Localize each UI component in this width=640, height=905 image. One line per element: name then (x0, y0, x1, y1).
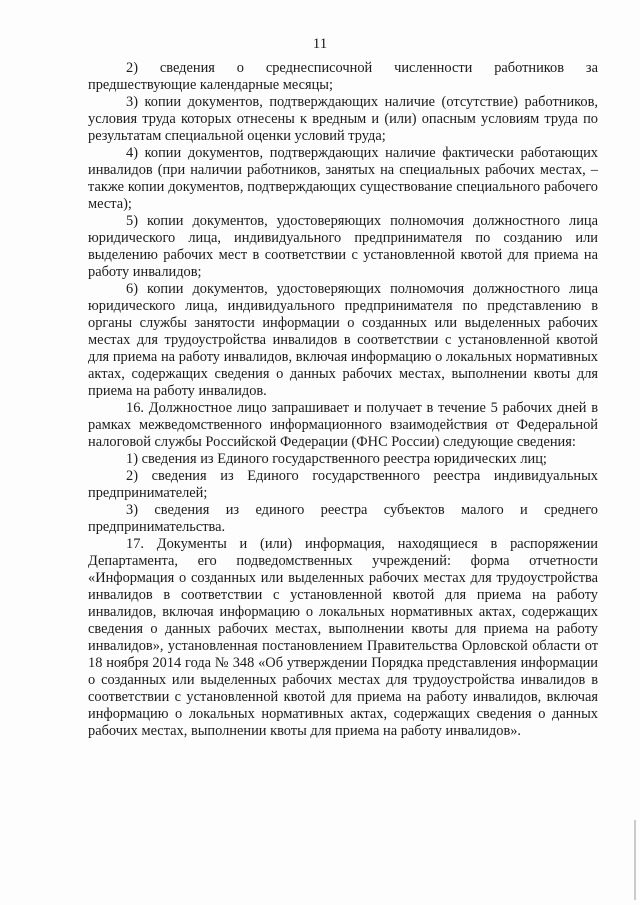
document-body (88, 60, 598, 740)
paragraph-item-16-1: 1) сведения из Единого государственного реестра юридических лиц; (126, 451, 547, 467)
page-number: 11 (312, 36, 328, 52)
scan-edge-mark (634, 820, 636, 900)
paragraph-section-17: 17. Документы и (или) информация, находящиеся в распоряжении Департамента, его подведомственных учреждений: форма отчетности «Информация о созданных или выделенных рабочих местах для трудоустройства инвалидов в соответствии с установленной квотой для приема на работу инвалидов, включая информацию о локальных нормативных актах, содержащих сведения о данных рабочих местах, выполнении квоты для приема на работу инвалидов», установленная постановлением Правительства Орловской области от 18 ноября 2014 года № 348 «Об утверждении Порядка представления информации о созданных или выделенных рабочих местах для трудоустройства инвалидов в соответствии с установленной квотой для приема на работу инвалидов, включая информацию о локальных нормативных актах, содержащих сведения о данных рабочих местах, выполнении квоты для приема на работу инвалидов». (88, 536, 598, 739)
paragraph-item-4: 4) копии документов, подтверждающих наличие фактически работающих инвалидов (при наличии работников, занятых на специальных рабочих местах, – также копии документов, подтверждающих существование специального рабочего места); (88, 145, 598, 212)
paragraph-item-6: 6) копии документов, удостоверяющих полномочия должностного лица юридического лица, индивидуального предпринимателя по представлению в органы службы занятости информации о созданных или выделенных рабочих местах для трудоустройства инвалидов в соответствии с установленной квотой для приема на работу инвалидов, включая информацию о локальных нормативных актах, содержащих сведения о данных рабочих местах, выполнении квоты для приема на работу инвалидов. (88, 281, 598, 399)
paragraph-item-5: 5) копии документов, удостоверяющих полномочия должностного лица юридического лица, индивидуального предпринимателя по созданию или выделению рабочих мест в соответствии с установленной квотой для приема на работу инвалидов; (88, 213, 598, 280)
paragraph-item-3: 3) копии документов, подтверждающих наличие (отсутствие) работников, условия труда которых отнесены к вредным и (или) опасным условиям труда по результатам специальной оценки условий труда; (88, 94, 598, 144)
paragraph-item-16-3: 3) сведения из единого реестра субъектов малого и среднего предпринимательства. (88, 502, 598, 535)
paragraph-item-2: 2) сведения о среднесписочной численности работников за предшествующие календарные месяцы; (88, 60, 598, 93)
paragraph-section-16: 16. Должностное лицо запрашивает и получает в течение 5 рабочих дней в рамках межведомственного информационного взаимодействия от Федеральной налоговой службы Российской Федерации (ФНС России) следующие сведения: (88, 400, 598, 450)
paragraph-item-16-2: 2) сведения из Единого государственного реестра индивидуальных предпринимателей; (88, 468, 598, 501)
